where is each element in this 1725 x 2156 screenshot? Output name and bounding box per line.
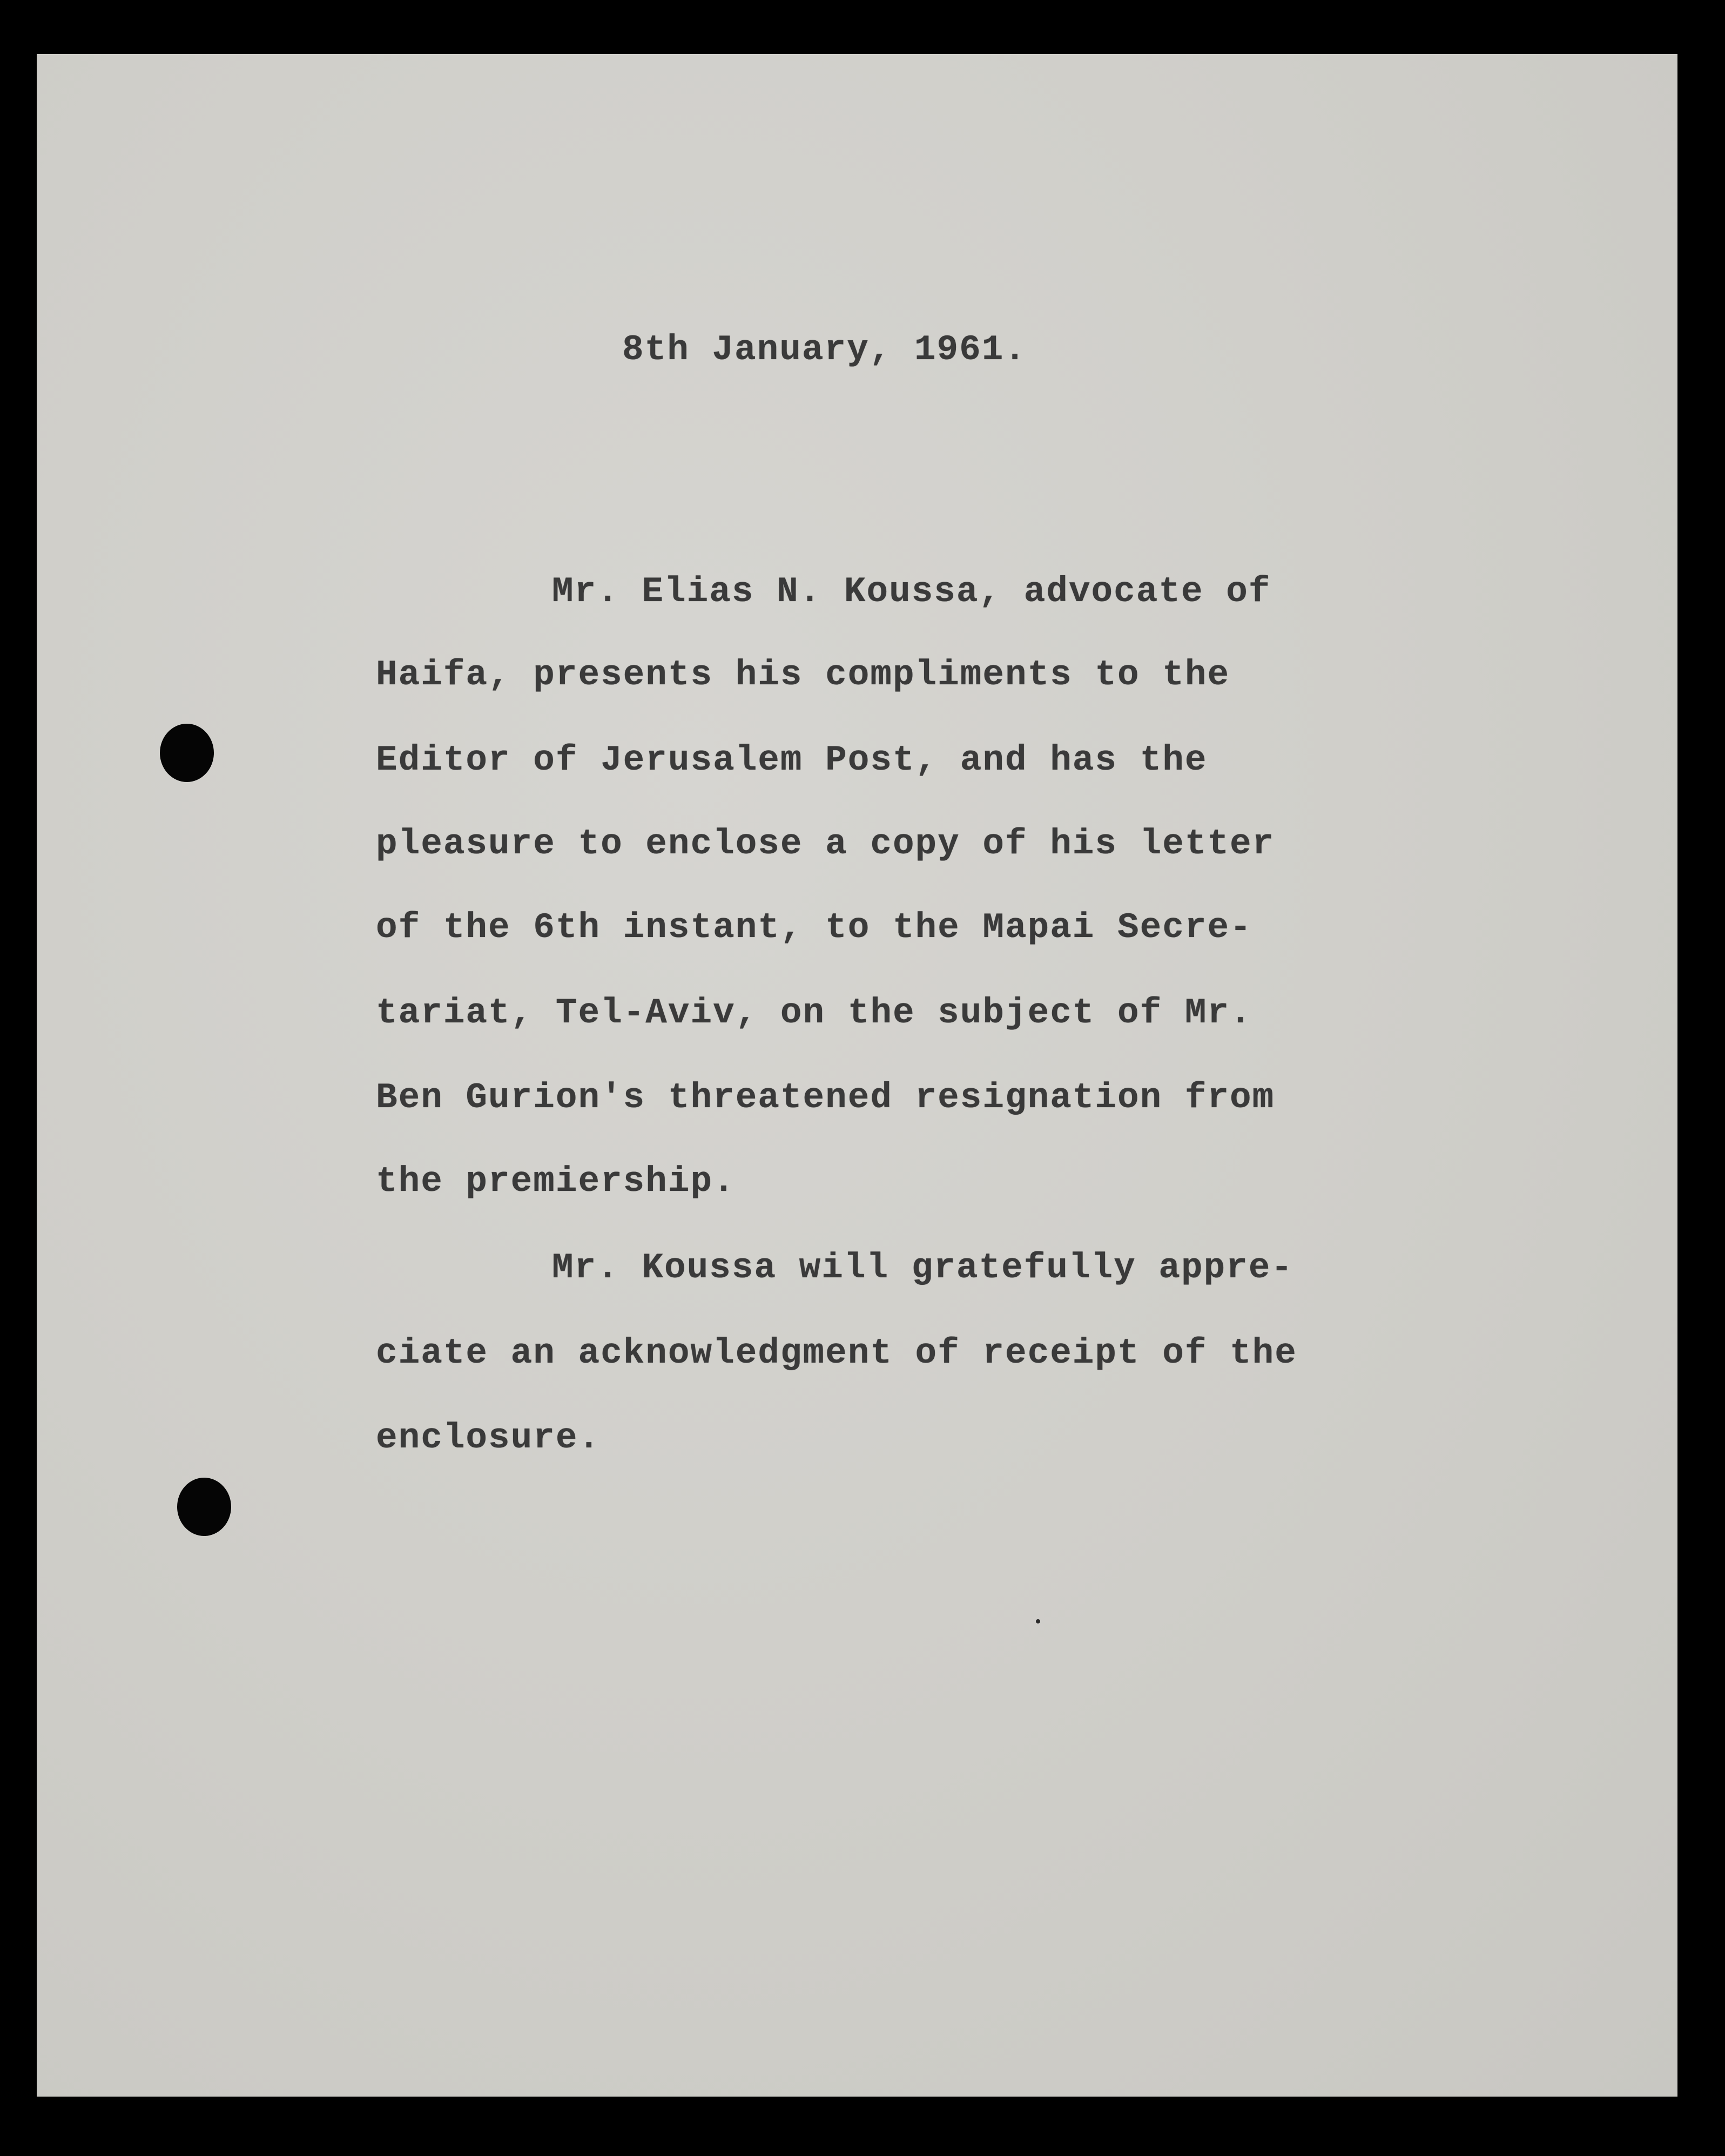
letter-line-5: of the 6th instant, to the Mapai Secre- [376, 907, 1252, 948]
punch-hole-bottom [177, 1478, 231, 1536]
letter-line-8: the premiership. [376, 1161, 736, 1202]
letter-line-4: pleasure to enclose a copy of his letter [376, 824, 1275, 864]
letter-line-11: enclosure. [376, 1418, 601, 1458]
punch-hole-top [160, 724, 214, 782]
letter-date: 8th January, 1961. [622, 329, 1027, 370]
letter-line-3: Editor of Jerusalem Post, and has the [376, 740, 1208, 780]
letter-line-9: Mr. Koussa will gratefully appre- [552, 1248, 1294, 1288]
letter-line-1: Mr. Elias N. Koussa, advocate of [552, 571, 1271, 612]
letter-line-10: ciate an acknowledgment of receipt of the [376, 1333, 1297, 1373]
letter-line-7: Ben Gurion's threatened resignation from [376, 1077, 1275, 1118]
paper-speck [1036, 1619, 1040, 1623]
letter-line-2: Haifa, presents his compliments to the [376, 655, 1230, 695]
letter-line-6: tariat, Tel-Aviv, on the subject of Mr. [376, 993, 1252, 1033]
